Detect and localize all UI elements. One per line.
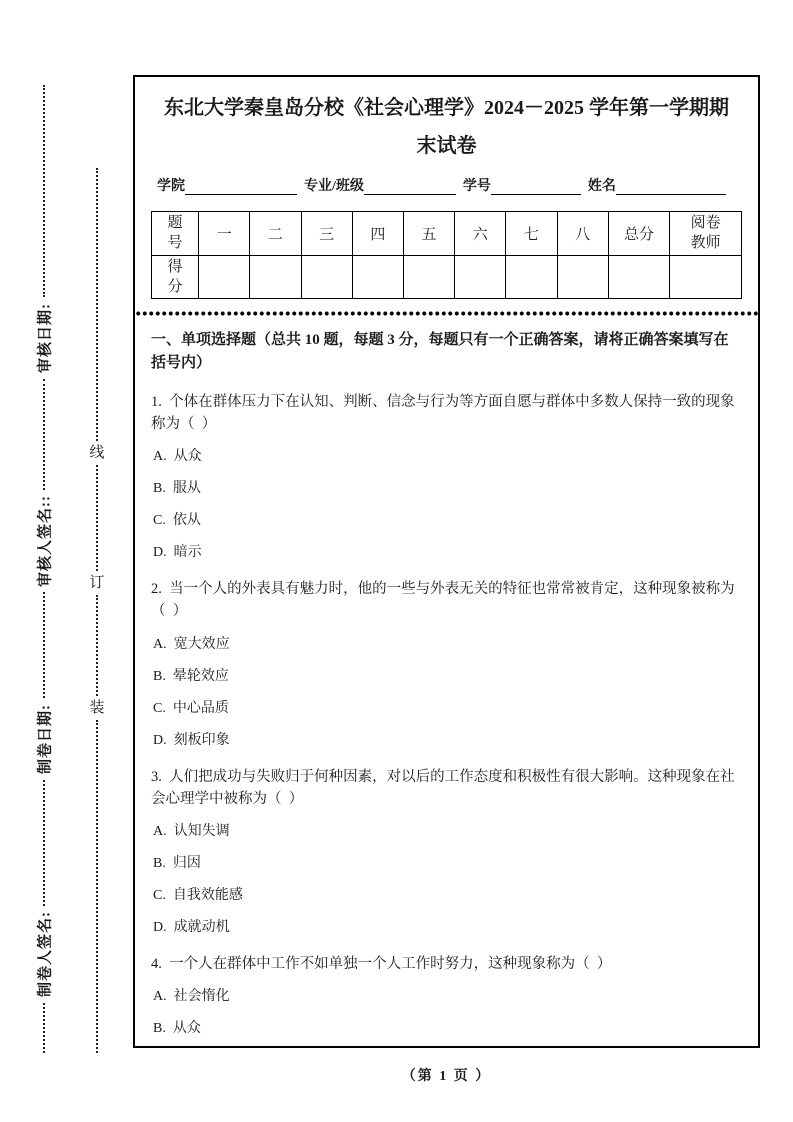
dotted-line <box>96 720 98 1053</box>
score-col-6: 六 <box>455 212 506 256</box>
question-block-3 <box>151 766 742 939</box>
question-4-option-b: B. 从众 <box>153 1021 201 1037</box>
page-number: （第 1 页 ） <box>401 1069 492 1084</box>
score-col-1: 一 <box>199 212 250 256</box>
score-cell-empty <box>403 255 454 299</box>
score-cell-empty <box>608 255 669 299</box>
score-cell-empty <box>352 255 403 299</box>
name-blank <box>616 177 726 195</box>
exam-title <box>151 89 742 165</box>
dotted-line <box>43 85 45 297</box>
exam-title-line2: 末试卷 <box>416 135 477 157</box>
review-date-label: 审核日期: <box>37 302 54 373</box>
score-col-2: 二 <box>250 212 301 256</box>
name-label: 姓名 <box>587 179 616 194</box>
total-score-header: 总分 <box>608 212 669 256</box>
score-table <box>151 211 742 299</box>
score-header: 得分 <box>152 255 199 299</box>
question-1-option-d: D. 暗示 <box>153 545 202 561</box>
score-col-4: 四 <box>352 212 403 256</box>
binding-char-mount: 装 <box>89 699 105 716</box>
score-cell-empty <box>250 255 301 299</box>
left-margin-signature-column <box>30 85 58 1053</box>
student-info-line <box>151 175 742 195</box>
major-class-blank <box>364 177 456 195</box>
question-2-option-a: A. 宽大效应 <box>153 636 230 652</box>
dotted-line <box>43 592 45 698</box>
question-2-option-b: B. 晕轮效应 <box>153 668 229 684</box>
question-number-header: 题号 <box>152 212 199 256</box>
reviewer-signature-label: 审核人签名:: <box>37 494 54 587</box>
question-2-text: 2. 当一个人的外表具有魅力时，他的一些与外表无关的特征也常常被肯定，这种现象被称为（ ） <box>151 581 735 620</box>
question-3-option-d: D. 成就动机 <box>153 920 230 936</box>
score-cell-empty <box>506 255 557 299</box>
question-1-option-a: A. 从众 <box>153 449 202 465</box>
college-blank <box>185 177 297 195</box>
score-col-7: 七 <box>506 212 557 256</box>
grader-header: 阅卷教师 <box>670 212 742 256</box>
question-block-2 <box>151 578 742 751</box>
dotted-line <box>96 465 98 571</box>
major-class-label: 专业/班级 <box>304 179 364 194</box>
student-id-blank <box>491 177 581 195</box>
dotted-line <box>96 595 98 696</box>
score-col-3: 三 <box>301 212 352 256</box>
binding-char-staple: 订 <box>89 574 105 591</box>
exam-sheet <box>133 75 760 1048</box>
score-cell-empty <box>199 255 250 299</box>
dotted-line <box>43 1003 45 1053</box>
score-cell-empty <box>670 255 742 299</box>
question-1-option-c: C. 依从 <box>153 513 201 529</box>
paper-made-date-label: 制卷日期: <box>37 703 54 774</box>
question-block-1 <box>151 391 742 564</box>
exam-title-line1: 东北大学秦皇岛分校《社会心理学》2024－2025 学年第一学期期 <box>164 97 729 119</box>
question-3-text: 3. 人们把成功与失败归于何种因素，对以后的工作态度和积极性有很大影响。这种现象在社会心理学中被称为（ ） <box>151 768 735 807</box>
score-cell-empty <box>301 255 352 299</box>
dotted-separator <box>135 311 758 316</box>
paper-maker-signature-label: 制卷人签名: <box>37 911 54 998</box>
question-3-option-b: B. 归因 <box>153 856 201 872</box>
score-col-8: 八 <box>557 212 608 256</box>
score-cell-empty <box>455 255 506 299</box>
score-table-header-row <box>152 212 742 256</box>
score-entry-row <box>152 255 742 299</box>
college-label: 学院 <box>157 179 185 194</box>
question-3-option-c: C. 自我效能感 <box>153 888 243 904</box>
student-id-label: 学号 <box>462 179 491 194</box>
question-2-option-d: D. 刻板印象 <box>153 732 230 748</box>
binding-char-line: 线 <box>89 444 105 461</box>
question-3-option-a: A. 认知失调 <box>153 824 230 840</box>
binding-line-column <box>86 168 108 1053</box>
question-1-text: 1. 个体在群体压力下在认知、判断、信念与行为等方面自愿与群体中多数人保持一致的现象称为（ ） <box>151 393 735 432</box>
dotted-line <box>96 168 98 441</box>
score-col-5: 五 <box>403 212 454 256</box>
question-1-option-b: B. 服从 <box>153 481 201 497</box>
score-cell-empty <box>557 255 608 299</box>
question-block-4 <box>151 953 742 1039</box>
section-title: 一、单项选择题（总共 10 题，每题 3 分，每题只有一个正确答案，请将正确答案填写在括号内） <box>151 332 729 372</box>
dotted-line <box>43 780 45 906</box>
question-4-text: 4. 一个人在群体中工作不如单独一个人工作时努力，这种现象称为（ ） <box>151 956 612 972</box>
question-2-option-c: C. 中心品质 <box>153 700 229 716</box>
question-4-option-a: A. 社会惰化 <box>153 989 230 1005</box>
dotted-line <box>43 379 45 490</box>
